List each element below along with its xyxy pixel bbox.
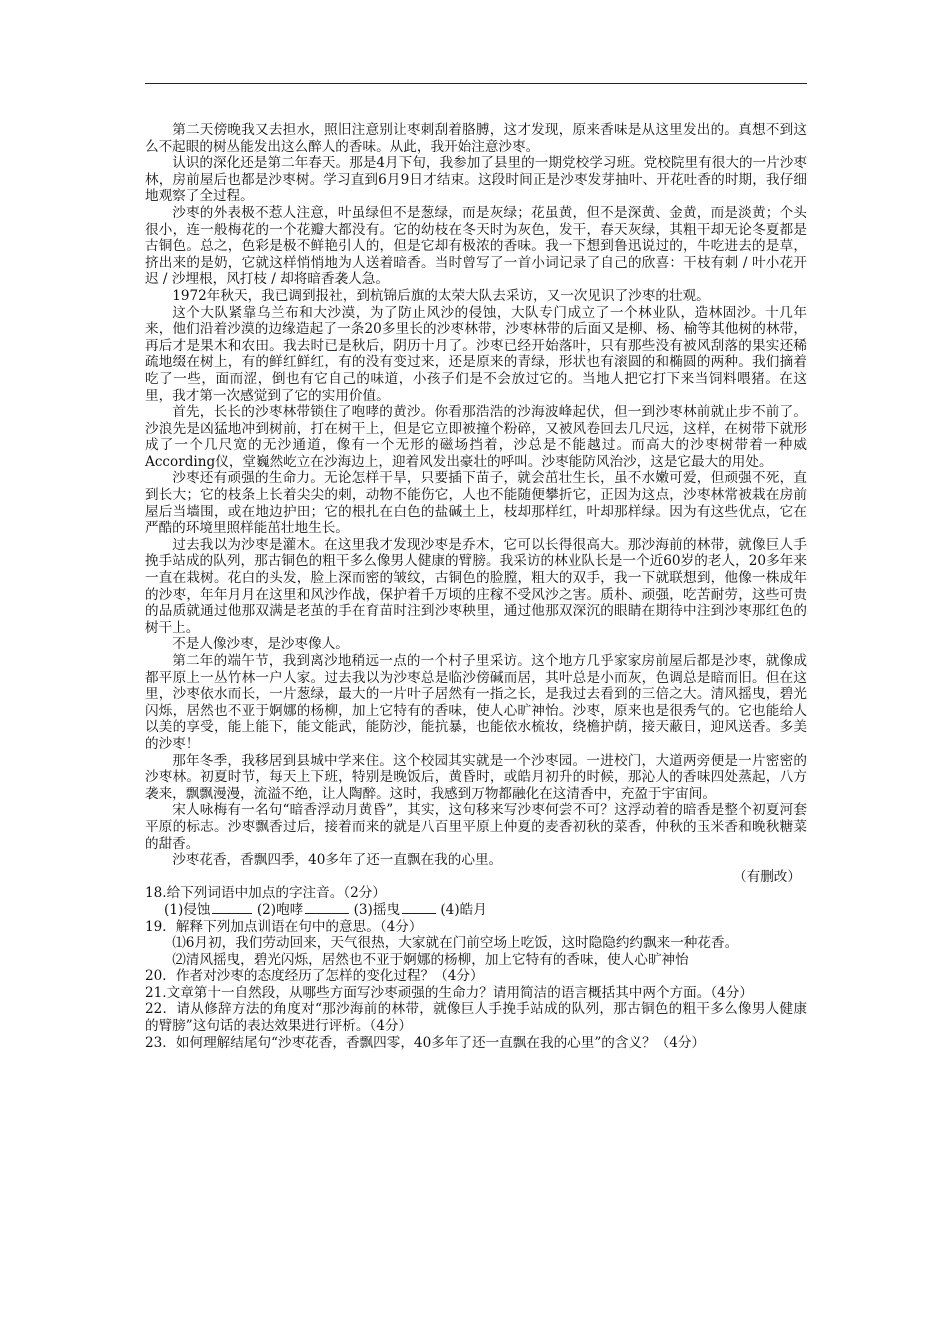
q18-item: (2)咆哮 xyxy=(256,901,304,918)
answer-blank[interactable] xyxy=(212,913,252,914)
question-20: 20．作者对沙枣的态度经历了怎样的变化过程？（4分） xyxy=(145,968,484,985)
article-paragraph: 沙枣的外表极不惹人注意，叶虽绿但不是葱绿，而是灰绿；花虽黄，但不是深黄、金黄，而是淡黄；个头很小，连一般梅花的一个花瓣大都没有。它的幼枝在冬天时为灰色，发干，春天灰绿，其粗干却无论冬夏都是古铜色。总之，色彩是极不鲜艳引人的，但是它却有极浓的香味。我一下想到鲁迅说过的，牛吃进去的是草，挤出来的是奶，它就这样悄悄地为人送着暗香。当时曾写了一首小词记录了自己的欣喜：干枝有刺 / 叶小花开迟 / 沙埋根，风打枝 / 却将暗香袭人急。 xyxy=(145,204,807,288)
q18-item: (4)皓月 xyxy=(440,901,487,918)
question-18: 18.给下列词语中加点的字注音。（2分） xyxy=(145,885,386,902)
article-paragraph: 宋人咏梅有一名句“暗香浮动月黄昏”，其实，这句移来写沙枣何尝不可？这浮动着的暗香是整个初夏河套平原的标志。沙枣飘香过后，接着而来的就是八百里平原上仲夏的麦香初秋的菜香，仲秋的玉米香和晚秋糖菜的甜香。 xyxy=(145,802,807,852)
q18-item: (1)侵蚀 xyxy=(164,901,211,918)
article-paragraph: 第二年的端午节，我到离沙地稍远一点的一个村子里采访。这个地方几乎家家房前屋后都是沙枣，就像成都平原上一丛竹林一户人家。过去我以为沙枣总是临沙傍碱而居，其叶总是小而灰，色调总是暗而旧。但在这里，沙枣依水而长，一片葱绿，最大的一片叶子居然有一指之长，是我过去看到的三倍之大。清风摇曳，碧光闪烁，居然也不亚于婀娜的杨柳，加上它特有的香味，使人心旷神怡。沙枣，原来也是很秀气的。它也能给人以美的享受，能上能下，能文能武，能防沙，能抗暴，也能依水梳妆，绕檐护荫，接天蔽日，迎风送香。多美的沙枣！ xyxy=(145,653,807,752)
header-rule xyxy=(145,83,807,84)
question-19-1: ⑴6月初，我们劳动回来，天气很热，大家就在门前空场上吃饭，这时隐隐约约飘来一种花香。 xyxy=(172,935,739,952)
article-paragraph: 沙枣花香，香飘四季，40多年了还一直飘在我的心里。 xyxy=(172,852,503,869)
question-19: 19．解释下列加点训语在句中的意思。（4分） xyxy=(145,918,423,935)
article-paragraph: 认识的深化还是第二年春天。那是4月下旬，我参加了县里的一期党校学习班。党校院里有很大的一片沙枣林，房前屋后也都是沙枣树。学习直到6月9日才结束。这段时间正是沙枣发芽抽叶、开花吐香的时期，我仔细地观察了全过程。 xyxy=(145,155,807,205)
q18-item: (3)摇曳 xyxy=(353,901,401,918)
question-19-2: ⑵清风摇曳，碧光闪烁，居然也不亚于婀娜的杨柳，加上它特有的香味，使人心旷神怡 xyxy=(172,951,689,968)
article-paragraph: 第二天傍晚我又去担水，照旧注意别让枣刺刮着胳膊，这才发现，原来香味是从这里发出的。真想不到这么不起眼的树丛能发出这么醉人的香味。从此，我开始注意沙枣。 xyxy=(145,122,807,155)
article-paragraph: 不是人像沙枣，是沙枣像人。 xyxy=(172,636,349,653)
question-22: 22．请从修辞方法的角度对“那沙海前的林带，就像巨人手挽手站成的队列，那古铜色的粗干多么像男人健康的臂膀”这句话的表达效果进行评析。（4分） xyxy=(145,1001,807,1035)
article-paragraph: 过去我以为沙枣是灌木。在这里我才发现沙枣是乔木，它可以长得很高大。那沙海前的林带，就像巨人手挽手站成的队列，那古铜色的粗干多么像男人健康的臂膀。我采访的林业队长是一个近60岁的老人，20多年来一直在栽树。花白的头发，脸上深而密的皱纹，古铜色的脸膛，粗大的双手，我一下就联想到，他像一株成年的沙枣，年年月月在这里和风沙作战，保护着千万顷的庄稼不受风沙之害。质朴、顽强，吃苦耐劳，这些可贵的品质就通过他那双满是老茧的手在育苗时注到沙枣秧里，通过他那双深沉的眼睛在期待中注到沙枣那红色的树干上。 xyxy=(145,536,807,636)
article-paragraph: 这个大队紧靠乌兰布和大沙漠，为了防止风沙的侵蚀，大队专门成立了一个林业队，造林固沙。十几年来，他们沿着沙漠的边缘造起了一条20多里长的沙枣林带，沙枣林带的后面又是柳、杨、榆等其他树的林带，再后才是果木和农田。我去时已是秋后，阴历十月了。沙枣已经开始落叶，只有那些没有被风刮落的果实还稀疏地缀在树上，有的鲜红鲜红，有的没有变过来，还是原来的青绿，形状也有滚圆的和椭圆的两种。我们摘着吃了一些，面而涩，倒也有它自己的味道，小孩子们是不会放过它的。当地人把它打下来当饲料喂猪。在这里，我才第一次感觉到了它的实用价值。 xyxy=(145,304,807,404)
question-18-items xyxy=(145,902,807,919)
answer-blank[interactable] xyxy=(305,913,349,914)
article-paragraph: 沙枣还有顽强的生命力。无论怎样干旱，只要插下苗子，就会茁壮生长，虽不水嫩可爱，但顽强不死，直到长大；它的枝条上长着尖尖的刺，动物不能伤它，人也不能随便攀折它，正因为这点，沙枣林常被栽在房前屋后当墙围，或在地边护田；它的根扎在白色的盐碱土上，枝却那样红，叶却那样绿。因为有这些优点，它在严酷的环境里照样能茁壮地生长。 xyxy=(145,470,807,537)
article-paragraph: 首先，长长的沙枣林带锁住了咆哮的黄沙。你看那浩浩的沙海波峰起伏，但一到沙枣林前就止步不前了。沙浪先是凶猛地冲到树前，打在树干上，但是它立即被撞个粉碎，又被风卷回去几尺远，这样，在树带下就形成了一个几尺宽的无沙通道，像有一个无形的磁场挡着，沙总是不能越过。而高大的沙枣树带着一种威According仪，堂巍然屹立在沙海边上，迎着风发出豪壮的呼叫。沙枣能防风治沙，这是它最大的用处。 xyxy=(145,404,807,470)
edit-note: （有删改） xyxy=(733,868,801,885)
document-body xyxy=(145,122,807,1051)
answer-blank[interactable] xyxy=(402,913,436,914)
question-21: 21.文章第十一自然段，从哪些方面写沙枣顽强的生命力？请用简洁的语言概括其中两个方面。（4分） xyxy=(145,984,753,1001)
question-23: 23．如何理解结尾句“沙枣花香，香飘四零，40多年了还一直飘在我的心里”的含义？（4分） xyxy=(145,1034,706,1051)
article-paragraph: 那年冬季，我移居到县城中学来住。这个校园其实就是一个沙枣园。一进校门，大道两旁便是一片密密的沙枣林。初夏时节，每天上下班，特别是晚饭后，黄昏时，或皓月初升的时候，那沁人的香味四处蒸起，八方袭来，飘飘漫漫，流溢不绝，让人陶醉。这时，我感到万物都融化在这清香中，充盈于宇宙间。 xyxy=(145,752,807,802)
article-paragraph: 1972年秋天，我已调到报社，到杭锦后旗的太荣大队去采访，又一次见识了沙枣的壮观。 xyxy=(172,287,710,304)
